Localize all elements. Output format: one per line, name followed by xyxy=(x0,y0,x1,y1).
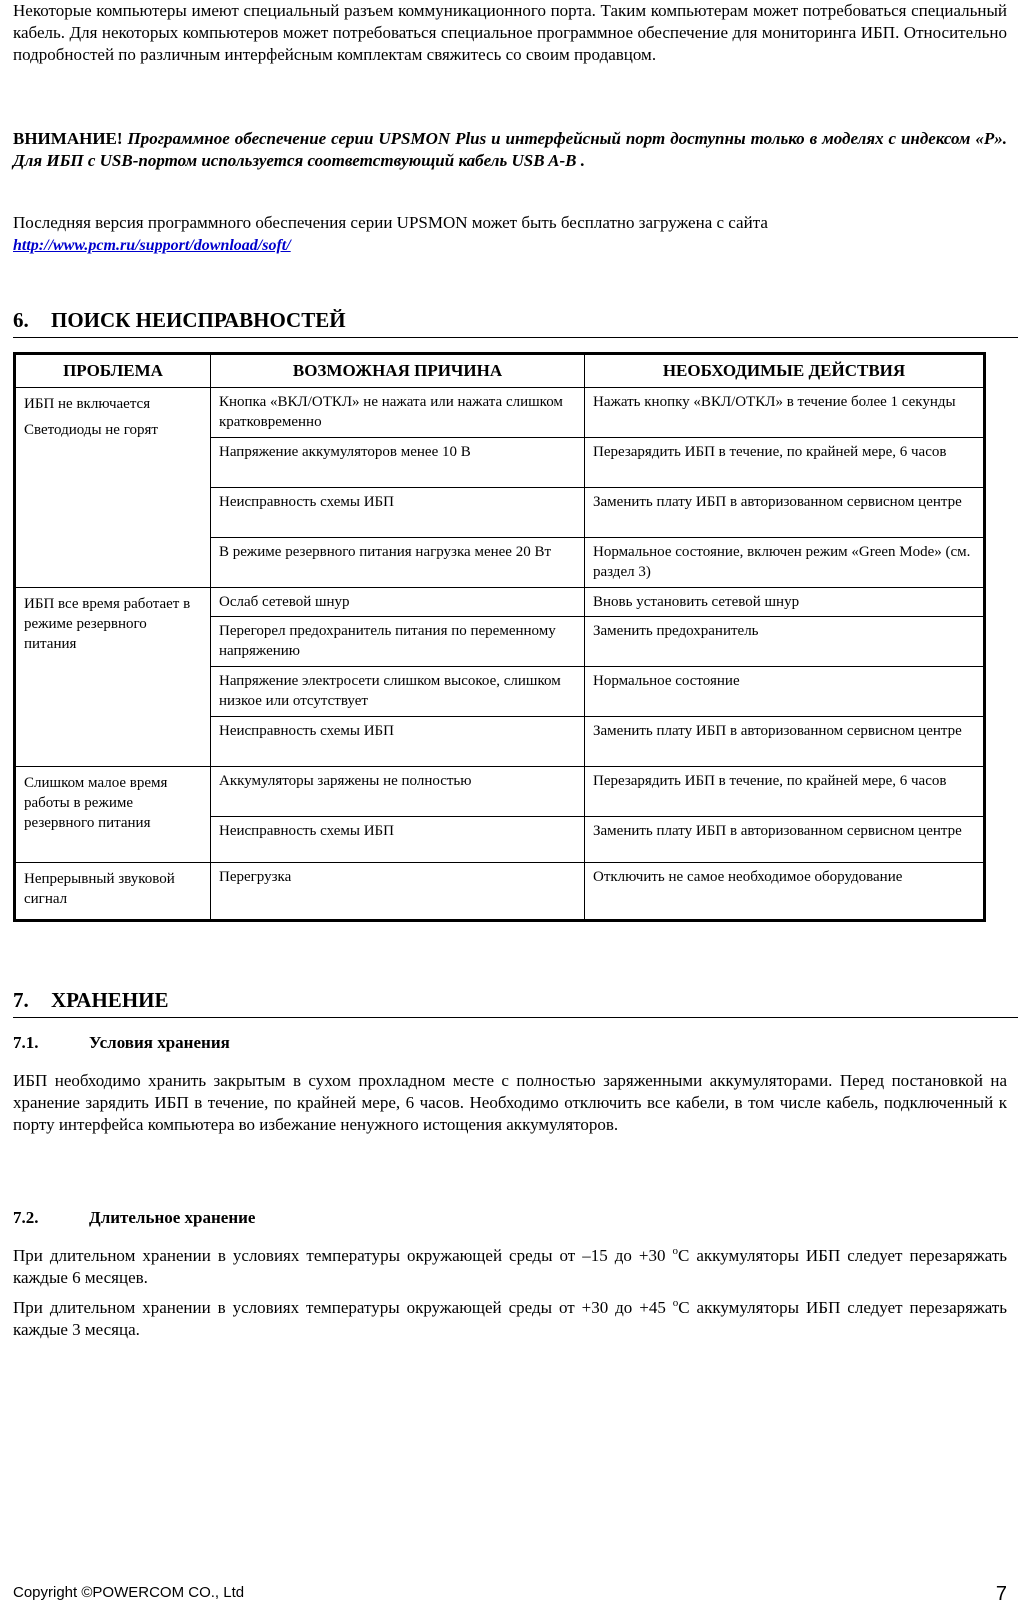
cause-cell: Неисправность схемы ИБП xyxy=(211,817,585,863)
degree-sign: о xyxy=(672,1245,678,1257)
cause-cell: Напряжение аккумуляторов менее 10 В xyxy=(211,438,585,488)
action-cell: Заменить предохранитель xyxy=(585,617,985,667)
page-number: 7 xyxy=(995,1583,1007,1605)
footer-copyright: Copyright ©POWERCOM CO., Ltd xyxy=(13,1584,245,1601)
cause-cell: В режиме резервного питания нагрузка менее 20 Вт xyxy=(211,538,585,588)
intro-paragraph: Некоторые компьютеры имеют специальный разъем коммуникационного порта. Таким компьютерам может потребоваться специальный кабель. Для некоторых компьютеров может потребоваться специальное программное обеспечение для мониторинга ИБП. Относительно подробностей по различным интерфейсным комплектам свяжитесь со своим продавцом. xyxy=(13,1,1007,64)
subsection-7-2-title: Длительное хранение xyxy=(89,1208,256,1227)
para-1-text-a: При длительном хранении в условиях температуры окружающей среды от –15 до +30 xyxy=(13,1246,673,1265)
storage-conditions-text: ИБП необходимо хранить закрытым в сухом прохладном месте с полностью заряженными аккумуляторами. Перед постановкой на хранение зарядить ИБП в течение, по крайней мере, 6 часов. Необходимо отключить все кабели, в том числе кабель, подключенный к порту интерфейса компьютера во избежание ненужного истощения аккумуляторов. xyxy=(13,1071,1007,1134)
action-cell: Заменить плату ИБП в авторизованном сервисном центре xyxy=(585,717,985,767)
action-cell: Заменить плату ИБП в авторизованном сервисном центре xyxy=(585,488,985,538)
storage-conditions xyxy=(13,1070,1007,1136)
subsection-7-1-title: Условия хранения xyxy=(89,1033,230,1052)
troubleshooting-table xyxy=(13,352,986,922)
cause-cell: Неисправность схемы ИБП xyxy=(211,717,585,767)
cause-cell: Перегрузка xyxy=(211,863,585,921)
subsection-7-2-heading xyxy=(13,1208,255,1228)
action-cell: Заменить плату ИБП в авторизованном сервисном центре xyxy=(585,817,985,863)
problem-cell xyxy=(15,388,211,588)
table-row xyxy=(15,388,985,438)
table-row xyxy=(15,588,985,617)
action-cell: Вновь установить сетевой шнур xyxy=(585,588,985,617)
degree-sign: о xyxy=(672,1297,679,1309)
action-cell: Нормальное состояние xyxy=(585,667,985,717)
section-6-title: ПОИСК НЕИСПРАВНОСТЕЙ xyxy=(51,308,346,332)
header-action: НЕОБХОДИМЫЕ ДЕЙСТВИЯ xyxy=(585,354,985,388)
warning-paragraph xyxy=(13,128,1007,172)
section-7-heading xyxy=(13,988,169,1013)
section-7-number: 7. xyxy=(13,988,29,1012)
problem-text: ИБП все время работает в режиме резервного питания xyxy=(24,596,191,652)
action-cell: Нажать кнопку «ВКЛ/ОТКЛ» в течение более 1 секунды xyxy=(585,388,985,438)
problem-text: Слишком малое время работы в режиме резервного питания xyxy=(24,775,168,831)
table-header-row xyxy=(15,354,985,388)
section-7-title: ХРАНЕНИЕ xyxy=(51,988,169,1012)
action-cell: Перезарядить ИБП в течение, по крайней мере, 6 часов xyxy=(585,767,985,817)
action-cell: Перезарядить ИБП в течение, по крайней мере, 6 часов xyxy=(585,438,985,488)
subsection-7-2-number: 7.2. xyxy=(13,1208,39,1227)
para-1-text-b: С аккумуляторы ИБП следует перезаряжать каждые 6 месяцев. xyxy=(13,1246,1007,1287)
table-row xyxy=(15,863,985,921)
cause-cell: Перегорел предохранитель питания по переменному напряжению xyxy=(211,617,585,667)
para-2-text-a: При длительном хранении в условиях температуры окружающей среды от +30 до +45 xyxy=(13,1298,673,1317)
section-6-heading xyxy=(13,308,346,333)
long-term-storage-para-2 xyxy=(13,1297,1007,1341)
warning-text: Программное обеспечение серии UPSMON Plus и интерфейсный порт доступны только в моделях с индексом «P». Для ИБП с USB-портом используется соответствующий кабель USB A-B . xyxy=(13,129,1008,170)
table-row xyxy=(15,767,985,817)
problem-text: Непрерывный звуковой сигнал xyxy=(24,871,175,907)
problem-text: Светодиоды не горят xyxy=(24,422,158,438)
header-problem: ПРОБЛЕМА xyxy=(15,354,211,388)
download-link[interactable]: http://www.pcm.ru/support/download/soft/ xyxy=(13,237,291,254)
warning-label: ВНИМАНИЕ! xyxy=(13,129,123,148)
problem-text: ИБП не включается xyxy=(24,396,151,412)
subsection-7-1-heading xyxy=(13,1033,230,1053)
header-cause: ВОЗМОЖНАЯ ПРИЧИНА xyxy=(211,354,585,388)
action-cell: Отключить не самое необходимое оборудование xyxy=(585,863,985,921)
problem-cell xyxy=(15,588,211,767)
section-7-rule xyxy=(13,1017,1018,1018)
cause-cell: Аккумуляторы заряжены не полностью xyxy=(211,767,585,817)
cause-cell: Неисправность схемы ИБП xyxy=(211,488,585,538)
section-6-rule xyxy=(13,337,1018,338)
para-2-text-b: С аккумуляторы ИБП следует перезаряжать каждые 3 месяца. xyxy=(13,1298,1007,1339)
problem-cell xyxy=(15,767,211,863)
action-cell: Нормальное состояние, включен режим «Green Mode» (см. раздел 3) xyxy=(585,538,985,588)
long-term-storage-para-1 xyxy=(13,1245,1007,1289)
download-text: Последняя версия программного обеспечения серии UPSMON может быть бесплатно загружена с сайта xyxy=(13,213,768,232)
cause-cell: Кнопка «ВКЛ/ОТКЛ» не нажата или нажата слишком кратковременно xyxy=(211,388,585,438)
cause-cell: Ослаб сетевой шнур xyxy=(211,588,585,617)
problem-cell xyxy=(15,863,211,921)
download-paragraph xyxy=(13,212,1007,257)
long-term-storage xyxy=(13,1245,1007,1341)
cause-cell: Напряжение электросети слишком высокое, слишком низкое или отсутствует xyxy=(211,667,585,717)
section-6-number: 6. xyxy=(13,308,29,332)
subsection-7-1-number: 7.1. xyxy=(13,1033,39,1052)
